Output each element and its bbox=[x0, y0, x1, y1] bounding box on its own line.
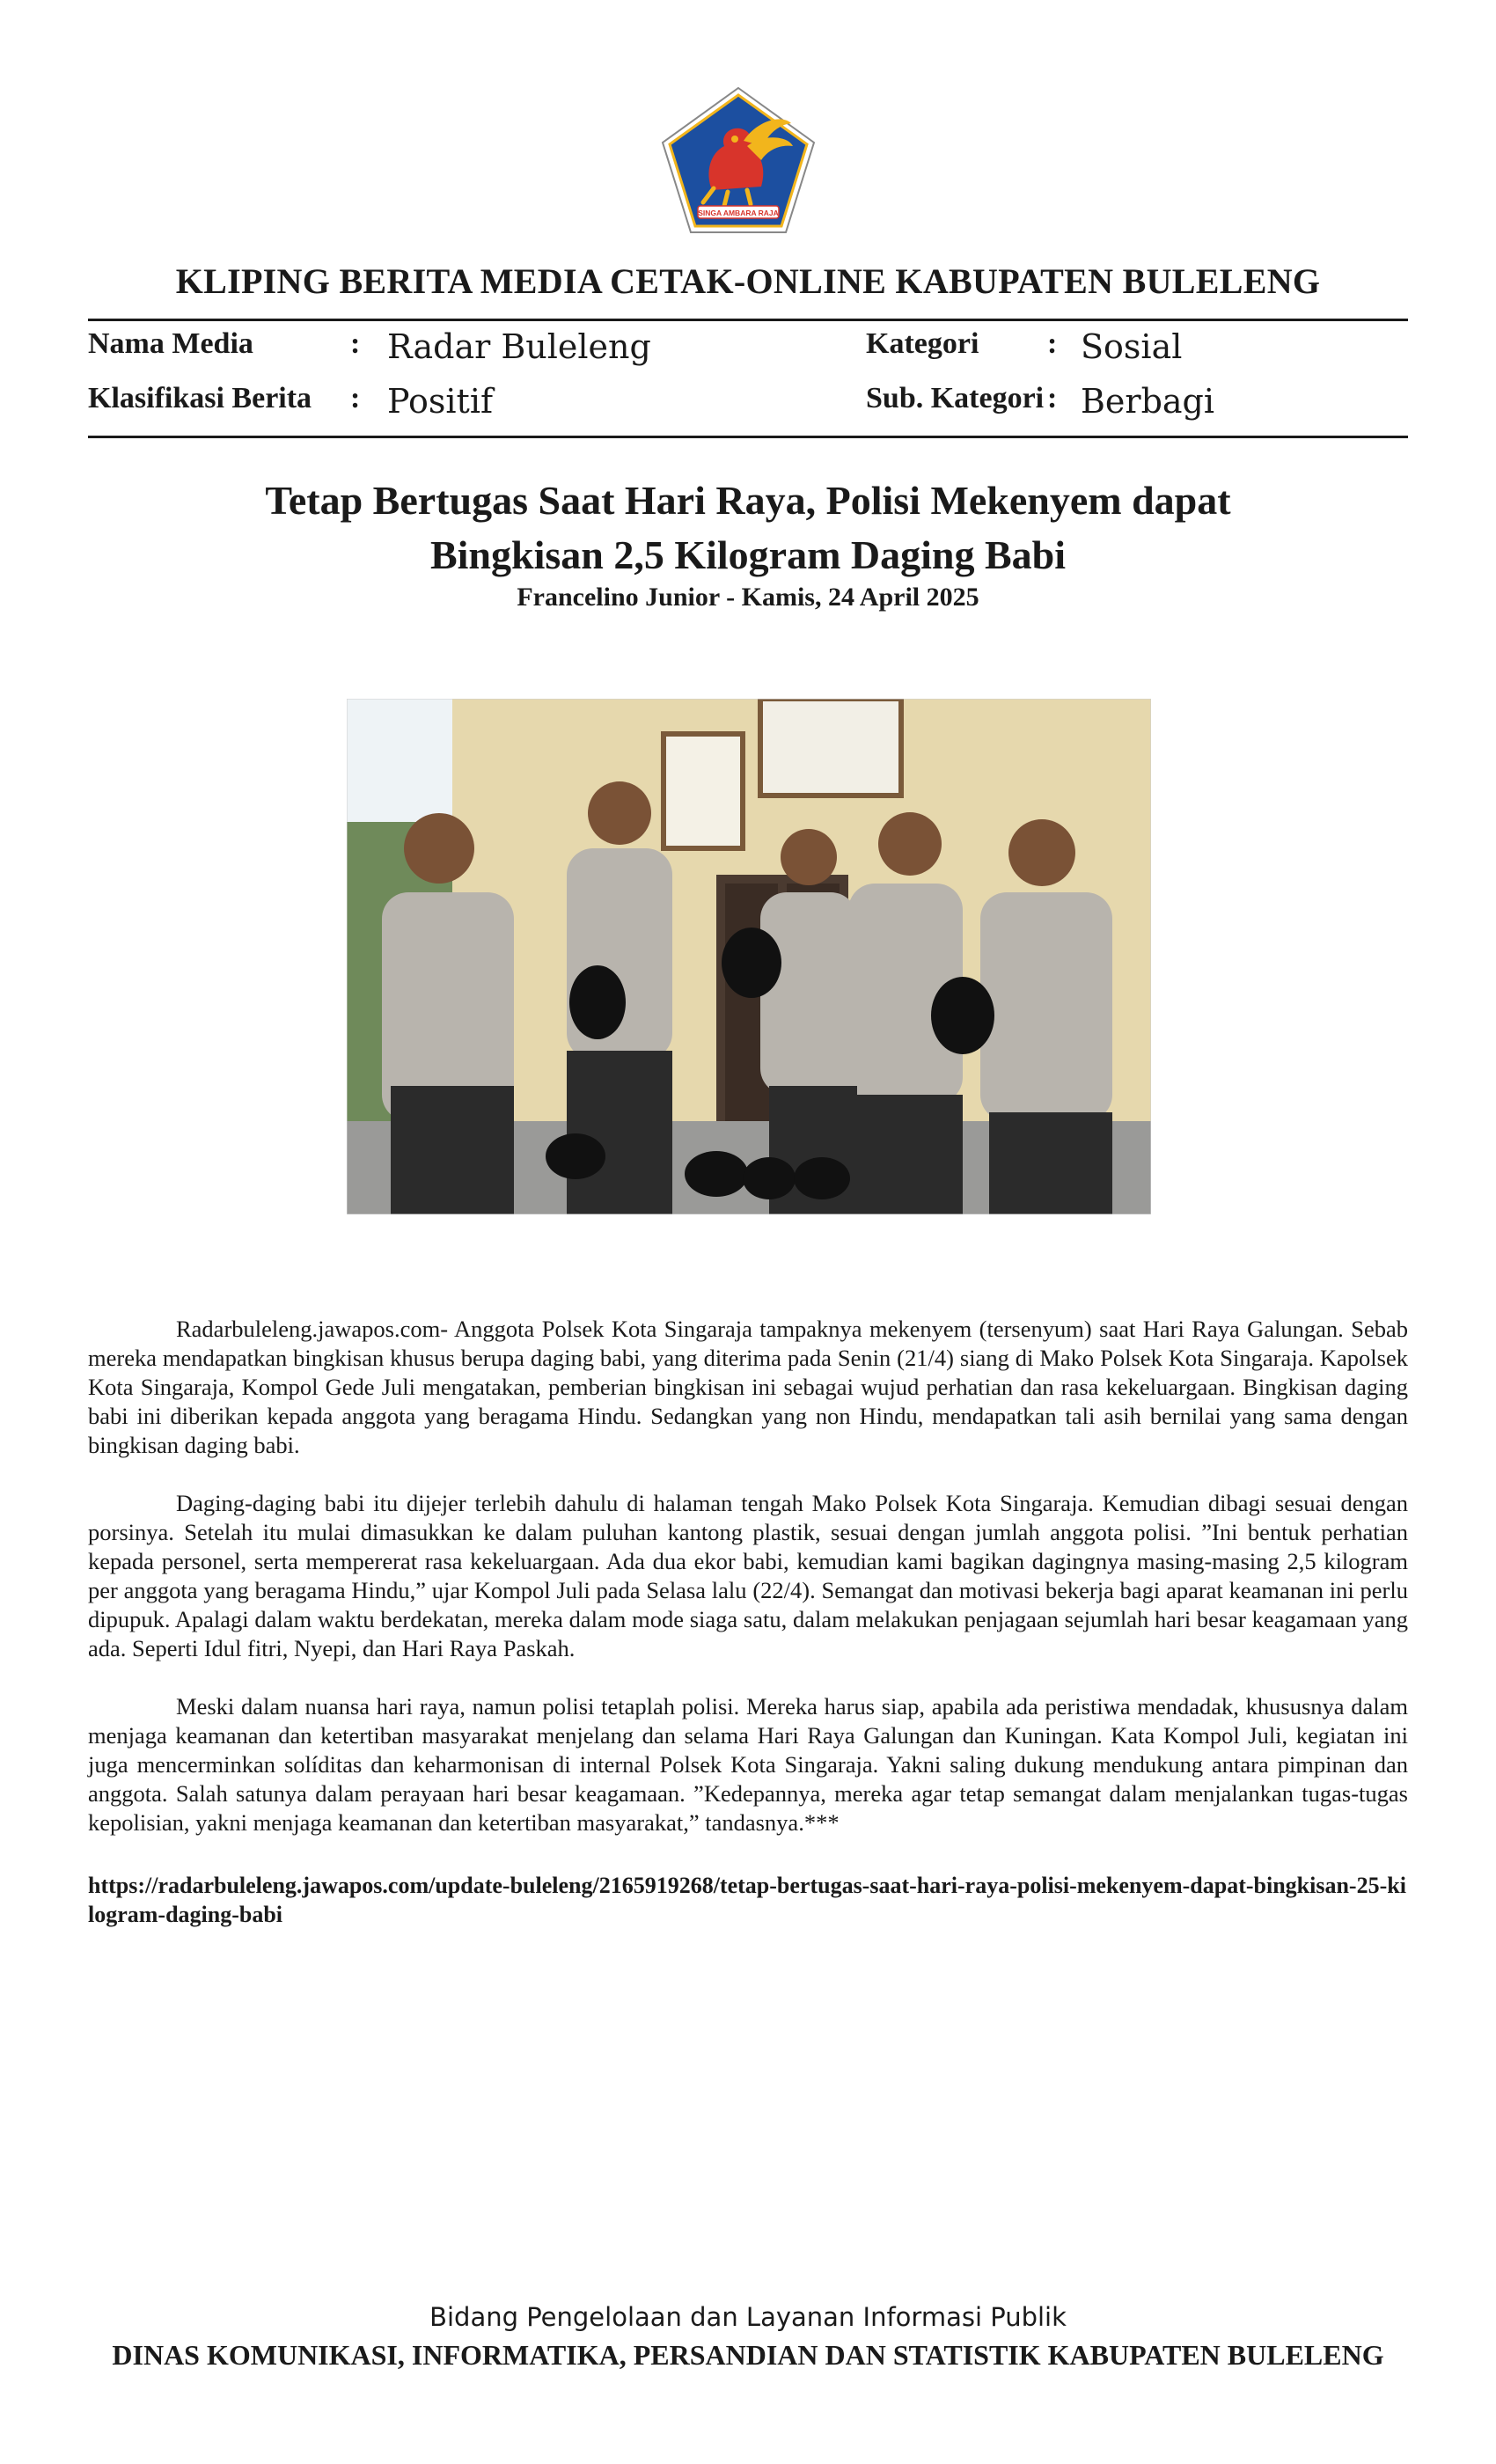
logo-caption: SINGA AMBARA RAJA bbox=[698, 209, 779, 217]
subkategori-colon: : bbox=[1047, 382, 1058, 414]
subkategori-label: Sub. Kategori bbox=[866, 382, 1045, 414]
klasifikasi-label: Klasifikasi Berita bbox=[88, 382, 312, 414]
regency-logo bbox=[659, 84, 818, 236]
headline-line-2: Bingkisan 2,5 Kilogram Daging Babi bbox=[429, 532, 1067, 577]
kategori-label: Kategori bbox=[866, 327, 979, 360]
klasifikasi-colon: : bbox=[350, 382, 361, 414]
footer-department: DINAS KOMUNIKASI, INFORMATIKA, PERSANDIAN DAN STATISTIK KABUPATEN BULELENG bbox=[112, 2339, 1384, 2371]
article-body bbox=[88, 1315, 1408, 1866]
headline-line-1: Tetap Bertugas Saat Hari Raya, Polisi Mekenyem dapat bbox=[265, 478, 1231, 523]
footer-division: Bidang Pengelolaan dan Layanan Informasi Publik bbox=[429, 2302, 1067, 2332]
article-paragraph-3: Meski dalam nuansa hari raya, namun polisi tetaplah polisi. Mereka harus siap, apabila ada peristiwa mendadak, khususnya dalam menjaga keamanan dan ketertiban masyarakat menjelang dan selama Hari Raya Galungan dan Kuningan. Kata Kompol Juli, kegiatan ini juga mencerminkan solíditas dan keharmonisan di internal Polsek Kota Singaraja. Yakni saling dukung mendukung antara pimpinan dan anggota. Salah satunya dalam perayaan hari besar keagamaan. ”Kedepannya, mereka agar tetap semangat dalam menjalankan tugas-tugas kepolisian, yakni menjaga keamanan dan ketertiban masyarakat,” tandasnya.*** bbox=[88, 1693, 1408, 1836]
media-value: Radar Buleleng bbox=[387, 327, 651, 366]
article-paragraph-1: Radarbuleleng.jawapos.com- Anggota Polsek Kota Singaraja tampaknya mekenyem (tersenyum) saat Hari Raya Galungan. Sebab mereka mendapatkan bingkisan khusus berupa daging babi, yang diterima pada Senin (21/4) siang di Mako Polsek Kota Singaraja. Kapolsek Kota Singaraja, Kompol Gede Juli mengatakan, pemberian bingkisan ini sebagai wujud perhatian dan rasa kekeluargaan. Bingkisan daging babi ini diberikan kepada anggota yang beragama Hindu. Sedangkan yang non Hindu, mendapatkan tali asih bernilai yang sama dengan bingkisan daging babi. bbox=[88, 1316, 1408, 1458]
media-colon: : bbox=[350, 327, 361, 360]
article-headline bbox=[158, 473, 1338, 583]
document-title: KLIPING BERITA MEDIA CETAK-ONLINE KABUPATEN BULELENG bbox=[175, 261, 1321, 301]
source-link[interactable]: https://radarbuleleng.jawapos.com/update-buleleng/2165919268/tetap-bertugas-saat-hari-raya-polisi-mekenyem-dapat-bingkisan-25-kilogram-daging-babi bbox=[88, 1873, 1406, 1927]
article-paragraph-2: Daging-daging babi itu dijejer terlebih dahulu di halaman tengah Mako Polsek Kota Singaraja. Kemudian dibagi sesuai dengan porsinya. Setelah itu mulai dimasukkan ke dalam puluhan kantong plastik, sesuai dengan jumlah anggota polisi. ”Ini bentuk perhatian kepada personel, serta mempererat rasa kekeluargaan. Ada dua ekor babi, kemudian kami bagikan dagingnya masing-masing 2,5 kilogram per anggota yang beragama Hindu,” ujar Kompol Juli pada Selasa lalu (22/4). Semangat dan motivasi bekerja bagi aparat keamanan ini perlu dipupuk. Apalagi dalam waktu berdekatan, mereka dalam mode siaga satu, dalam melakukan penjagaan sejumlah hari besar keagamaan yang ada. Seperti Idul fitri, Nyepi, dan Hari Raya Paskah. bbox=[88, 1490, 1408, 1661]
kategori-colon: : bbox=[1047, 327, 1058, 360]
singa-ambara-raja-emblem-icon bbox=[659, 84, 818, 236]
klasifikasi-value: Positif bbox=[387, 382, 494, 421]
subkategori-value: Berbagi bbox=[1081, 382, 1215, 421]
article-byline: Francelino Junior - Kamis, 24 April 2025 bbox=[517, 583, 979, 612]
header-divider-bottom bbox=[88, 436, 1408, 438]
header-divider-top bbox=[88, 319, 1408, 321]
media-label: Nama Media bbox=[88, 327, 253, 360]
article-photo bbox=[347, 699, 1151, 1214]
kategori-value: Sosial bbox=[1081, 327, 1183, 366]
